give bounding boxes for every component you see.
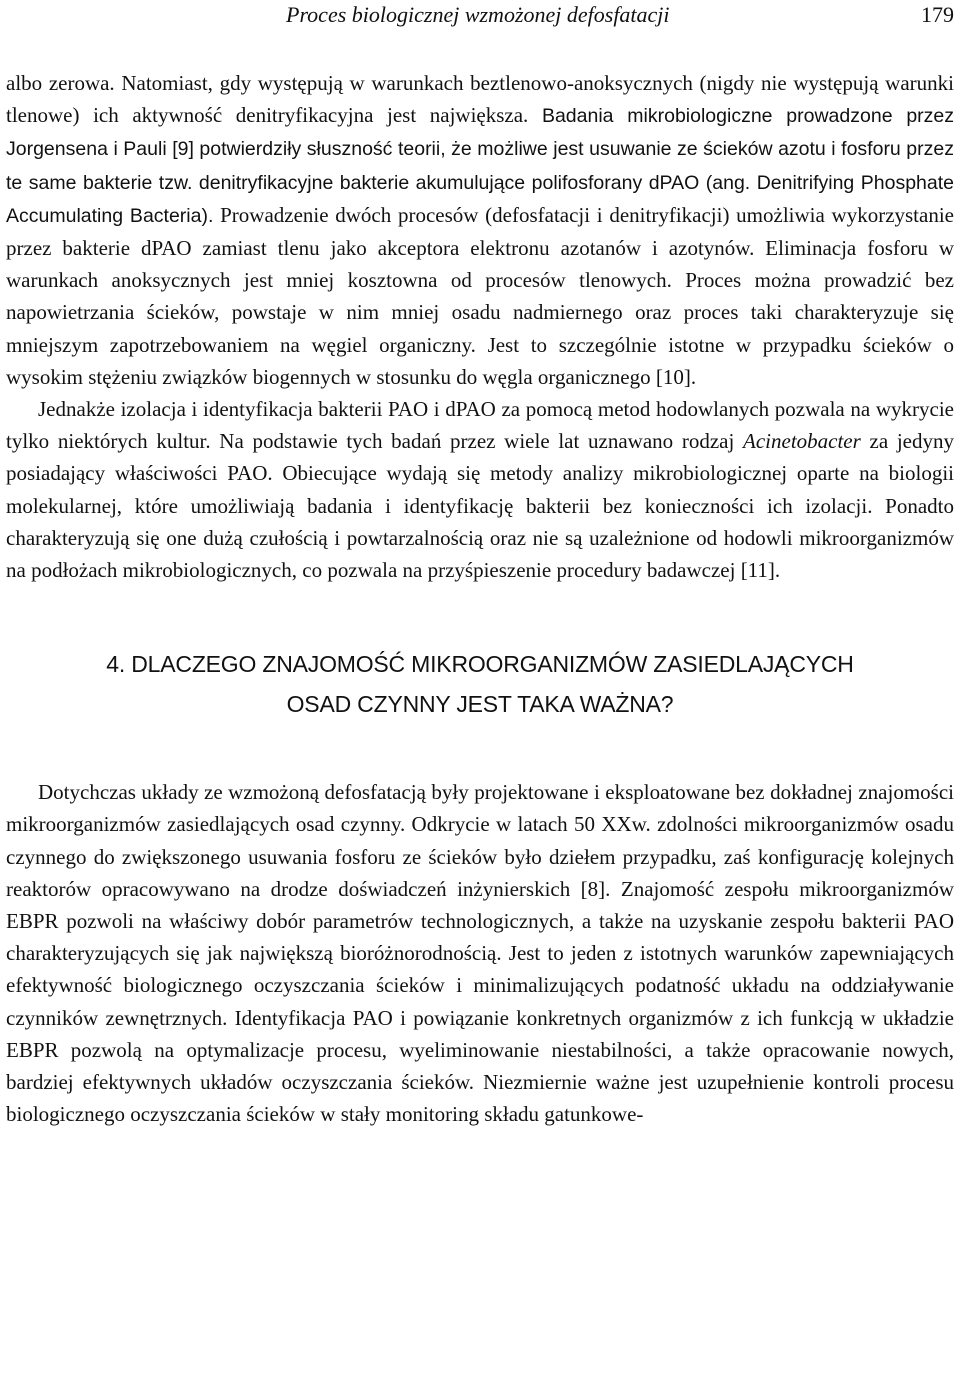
paragraph-text: za jedyny posiadający właściwości PAO. Obiecujące wydają się metody analizy mikrobiologicznej oparte na biologii molekularnej, które umożliwiają badania i identyfikację bakterii bez konieczności ich izolacji. Ponadto charakteryzują się one dużą czułością i powtarzalnością oraz nie są uzależnione od hodowli mikroorganizmów na podłożach mikrobiologicznych, co pozwala na przyśpieszenie procedury badawczej [11]. bbox=[6, 429, 954, 583]
genus-name: Acinetobacter bbox=[743, 429, 861, 454]
section-heading-line-2: OSAD CZYNNY JEST TAKA WAŻNA? bbox=[286, 691, 674, 718]
paragraph-text: Prowadzenie dwóch procesów (defosfatacji i denitryfikacji) umożliwia wykorzystanie przez bakterie dPAO zamiast tlenu jako akceptora elektronu azotanów i azotynów. Eliminacja fosforu w warunkach anoksycznych jest mniej kosztowna od procesów tlenowych. Proces można prowadzić bez napowietrzania ścieków, powstaje w nim mniej osadu nadmiernego oraz proces taki charakteryzuje się mniejszym zapotrzebowaniem na węgiel organiczny. Jest to szczególnie istotne w przypadku ścieków o wysokim stężeniu związków biogennych w stosunku do węgla organicznego [10]. bbox=[6, 202, 954, 389]
section-heading bbox=[6, 644, 954, 724]
body-text bbox=[6, 67, 954, 1130]
paragraph-section-4: Dotychczas układy ze wzmożoną defosfatacją były projektowane i eksploatowane bez dokładnej znajomości mikroorganizmów zasiedlających osad czynny. Odkrycie w latach 50 XXw. zdolności mikroorganizmów osadu czynnego do zwiększonego usuwania fosforu ze ścieków było dziełem przypadku, zaś konfigurację kolejnych reaktorów opracowywano na drodze doświadczeń inżynierskich [8]. Znajomość zespołu mikroorganizmów EBPR pozwoli na właściwy dobór parametrów technologicznych, a także na uzyskanie zespołu bakterii PAO charakteryzujących się jak największą bioróżnorodnością. Jest to jeden z istotnych warunków zapewniających efektywność biologicznego oczyszczania ścieków i minimalizujących podatność układu na oddziaływanie czynników zewnętrznych. Identyfikacja PAO i powiązanie konkretnych organizmów z ich funkcją w układzie EBPR pozwolą na optymalizacje procesu, wyeliminowanie niestabilności, a także opracowanie nowych, bardziej efektywnych układów oczyszczania ścieków. Niezmiernie ważne jest uzupełnienie kontroli procesu biologicznego oczyszczania ścieków w stały monitoring składu gatunkowe- bbox=[6, 780, 954, 1127]
page-number: 179 bbox=[921, 2, 954, 27]
paragraph-text: albo zerowa. Natomiast, gdy występują w warunkach beztlenowo-anoksycznych (nigdy nie występują warunki tlenowe) ich aktywność denitryfikacyjna jest największa. bbox=[6, 71, 954, 128]
paragraph-identification bbox=[6, 393, 954, 586]
running-header bbox=[6, 0, 954, 30]
paragraph-text-sans: Badania mikrobiologiczne prowadzone przez Jorgensena i Pauli [9] potwierdziły słuszność teorii, że możliwe jest usuwanie ze ścieków azotu i fosforu przez te same bakterie tzw. denitryfikacyjne bakterie akumulujące polifosforany dPAO (ang. Denitrifying Phosphate Accumulating Bacteria). bbox=[6, 105, 954, 227]
section-heading-line-1: 4. DLACZEGO ZNAJOMOŚĆ MIKROORGANIZMÓW ZASIEDLAJĄCYCH bbox=[106, 651, 854, 678]
paragraph-continuation bbox=[6, 67, 954, 393]
paragraph-text: Jednakże izolacja i identyfikacja bakterii PAO i dPAO za pomocą metod hodowlanych pozwala na wykrycie tylko niektórych kultur. Na podstawie tych badań przez wiele lat uznawano rodzaj bbox=[6, 397, 954, 454]
running-title: Proces biologicznej wzmożonej defosfatacji bbox=[286, 2, 670, 27]
